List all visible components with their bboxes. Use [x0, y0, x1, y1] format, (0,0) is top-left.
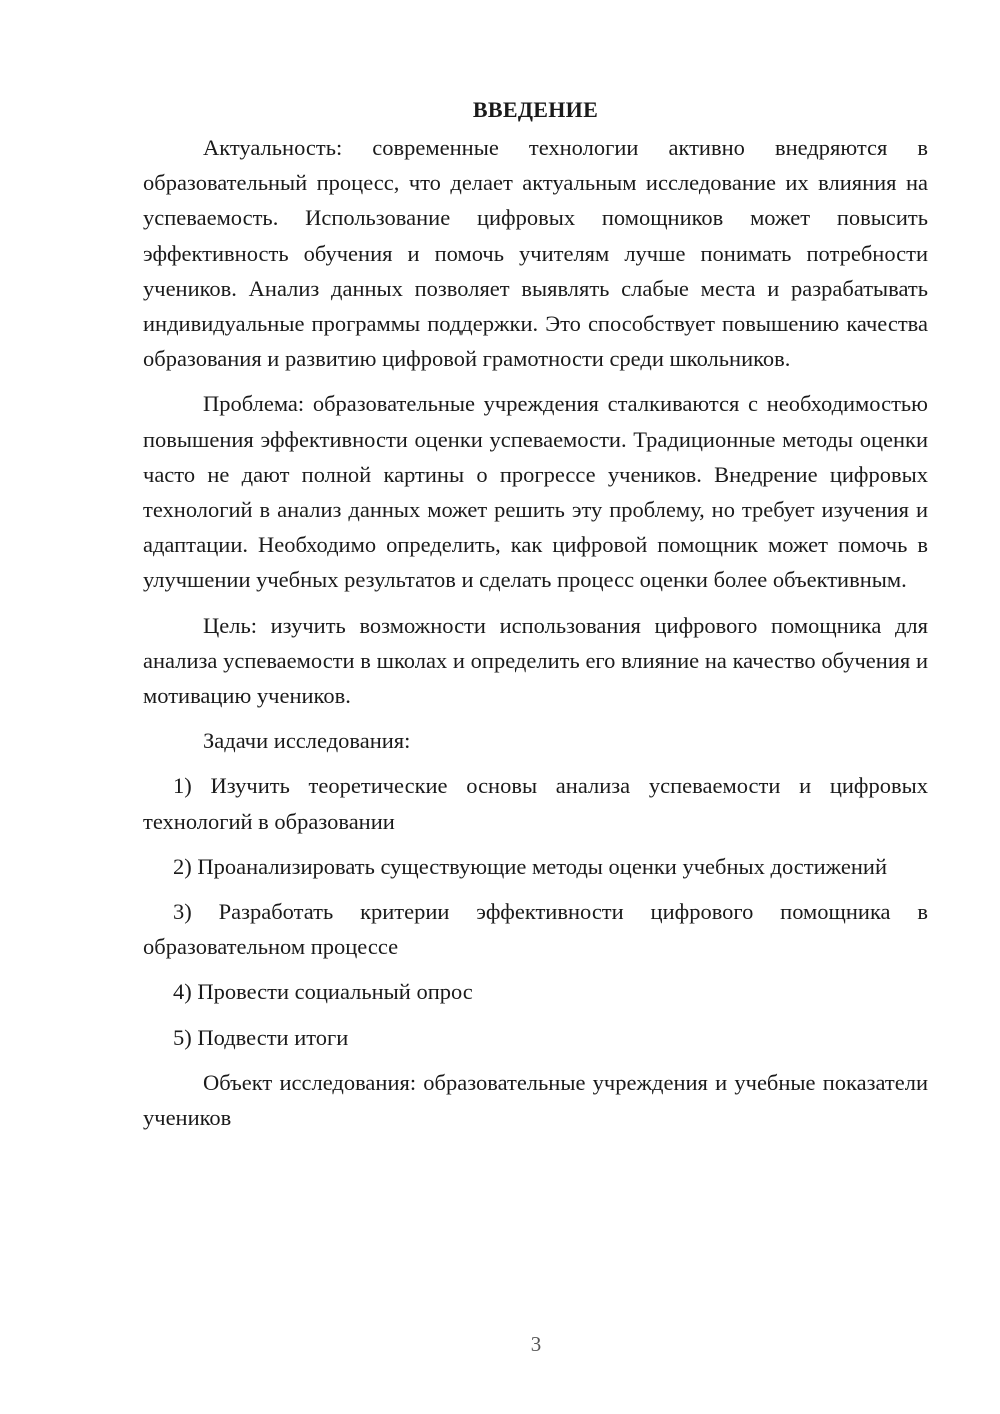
document-page	[143, 92, 928, 1145]
task-item: 2) Проанализировать существующие методы оценки учебных достижений	[173, 853, 887, 879]
object-paragraph: Объект исследования: образовательные учреждения и учебные показатели учеников	[143, 1069, 928, 1131]
problem-paragraph: Проблема: образовательные учреждения сталкиваются с необходимостью повышения эффективности оценки успеваемости. Традиционные методы оценки часто не дают полной картины о прогрессе учеников. Внедрение цифровых технологий в анализ данных может решить эту проблему, но требует изучения и адаптации. Необходимо определить, как цифровой помощник может помочь в улучшении учебных результатов и сделать процесс оценки более объективным.	[143, 391, 928, 593]
goal-paragraph: Цель: изучить возможности использования цифрового помощника для анализа успеваемости в школах и определить его влияние на качество обучения и мотивацию учеников.	[143, 612, 928, 709]
page-number: 3	[530, 1332, 542, 1356]
tasks-heading: Задачи исследования:	[203, 728, 411, 754]
task-item: 5) Подвести итоги	[173, 1024, 349, 1050]
task-item: 4) Провести социальный опрос	[173, 979, 473, 1005]
task-item: 3) Разработать критерии эффективности цифрового помощника в образовательном процессе	[143, 899, 928, 960]
relevance-paragraph: Актуальность: современные технологии активно внедряются в образовательный процесс, что делает актуальным исследование их влияния на успеваемость. Использование цифровых помощников может повысить эффективность обучения и помочь учителям лучше понимать потребности учеников. Анализ данных позволяет выявлять слабые места и разрабатывать индивидуальные программы поддержки. Это способствует повышению качества образования и развитию цифровой грамотности среди школьников.	[143, 135, 928, 372]
tasks-list	[143, 768, 928, 1054]
page-title: ВВЕДЕНИЕ	[472, 97, 599, 122]
task-item: 1) Изучить теоретические основы анализа успеваемости и цифровых технологий в образовании	[143, 773, 928, 834]
